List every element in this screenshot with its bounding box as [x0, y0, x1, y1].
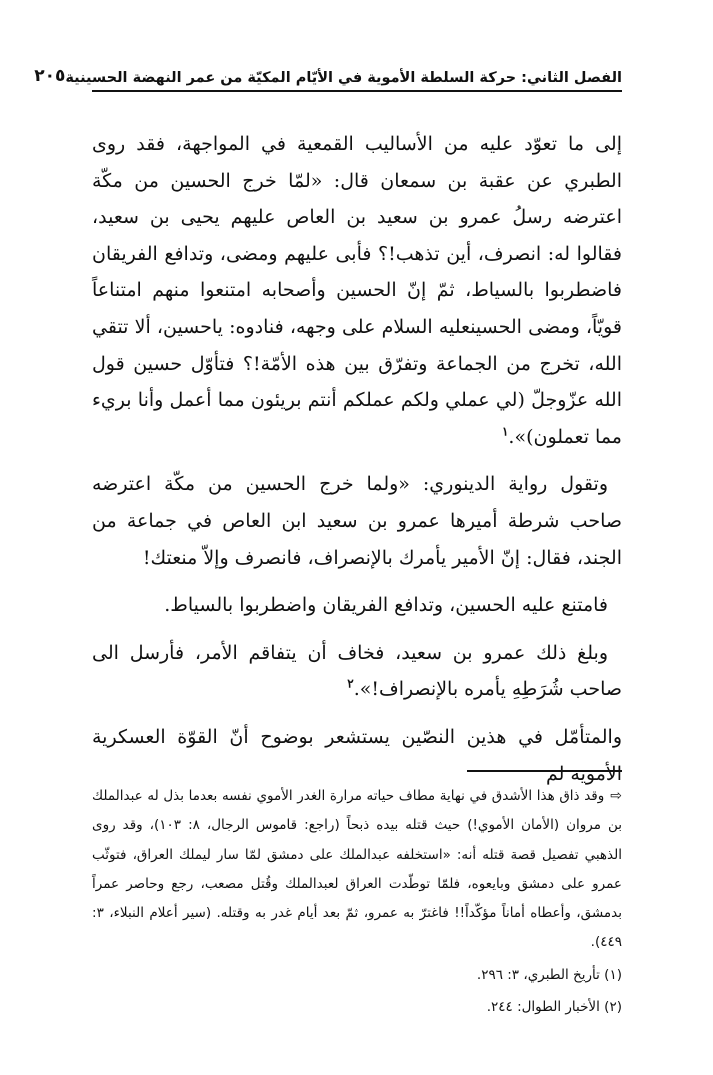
- paragraph: [92, 466, 622, 576]
- arrow-right-icon: ⇨: [610, 788, 622, 804]
- paragraph-text: وتقول رواية الدينوري: «ولما خرج الحسين من مكّة اعترضه صاحب شرطة أميرها عمرو بن سعيد ابن العاص في جماعة من الجند، فقال: إنّ الأمير يأمرك بالإنصراف، فانصرف وإلاّ منعتك!: [92, 473, 622, 569]
- footnote-item: (٢) الأخبار الطوال: ٢٤٤.: [486, 999, 622, 1016]
- chapter-title: الفصل الثاني: حركة السلطة الأموية في الأيّام المكيّة من عمر النهضة الحسينية: [65, 70, 622, 86]
- paragraph: [92, 635, 622, 708]
- footnote-item: (١) تأريخ الطبري، ٣: ٢٩٦.: [476, 966, 622, 983]
- paragraph-text: وبلغ ذلك عمرو بن سعيد، فخاف أن يتفاقم الأمر، فأرسل الى صاحب شُرَطِهِ يأمره بالإنصراف!».: [92, 641, 622, 701]
- page-number: ٢٠٥: [34, 66, 66, 86]
- footnote-divider: [467, 770, 622, 772]
- footnote-ref: ٢: [347, 676, 354, 691]
- footnote-text: وقد ذاق هذا الأشدق في نهاية مطاف حياته مرارة الغدر الأموي نفسه بعدما بذل له عبدالملك بن مروان (الأمان الأموي!) حيث قتله بيده ذبحاً (راجع: قاموس الرجال، ٨: ١٠٣)، وقد روى الذهبي تفصيل قصة قتله أنه: «استخلفه عبدالملك على دمشق لمّا سار ليملك العراق، فتوثّب عمرو على دمشق وبايعوه، فلمّا توطّدت العراق لعبدالملك وقُتل مصعب، رجع وحاصر عمراً بدمشق، وأعطاه أماناً مؤكّداً!! فاغترّ به عمرو، ثمّ بعد أيام غدر به وقتله. (سير أعلام النبلاء، ٣: ٤٤٩).: [92, 788, 623, 951]
- paragraph-text: إلى ما تعوّد عليه من الأساليب القمعية في المواجهة، فقد روى الطبري عن عقبة بن سمعان قال: «لمّا خرج الحسين من مكّة اعترضه رسلُ عمرو بن سعيد بن العاص عليهم يحيى بن سعيد، فقالوا له: انصرف، أين تذهب!؟ فأبى عليهم ومضى، وتدافع الفريقان فاضطربوا بالسياط، ثمّ إنّ الحسين وأصحابه امتنعوا منهم امتناعاً قويّاً، ومضى الحسينعليه السلام على وجهه، فنادوه: ياحسين، ألا تتقي الله، تخرج من الجماعة وتفرّق بين هذه الأمّة!؟ فتأوّل حسين قول الله عزّوجلّ (لي عملي ولكم عملكم أنتم بريئون مما أعمل وأنا بريء مما تعملون)».: [92, 133, 622, 448]
- paragraph-text: والمتأمّل في هذين النصّين يستشعر بوضوح أنّ القوّة العسكرية الأموية لم: [92, 725, 622, 785]
- footnote-ref: ١: [501, 424, 509, 439]
- paragraph: [92, 587, 622, 624]
- paragraph: [92, 126, 622, 455]
- paragraph-text: فامتنع عليه الحسين، وتدافع الفريقان واضطربوا بالسياط.: [164, 594, 608, 617]
- footnotes: [92, 782, 622, 1025]
- main-text: [92, 126, 622, 803]
- footnote-continuation: [92, 782, 622, 958]
- page-header: [34, 58, 622, 92]
